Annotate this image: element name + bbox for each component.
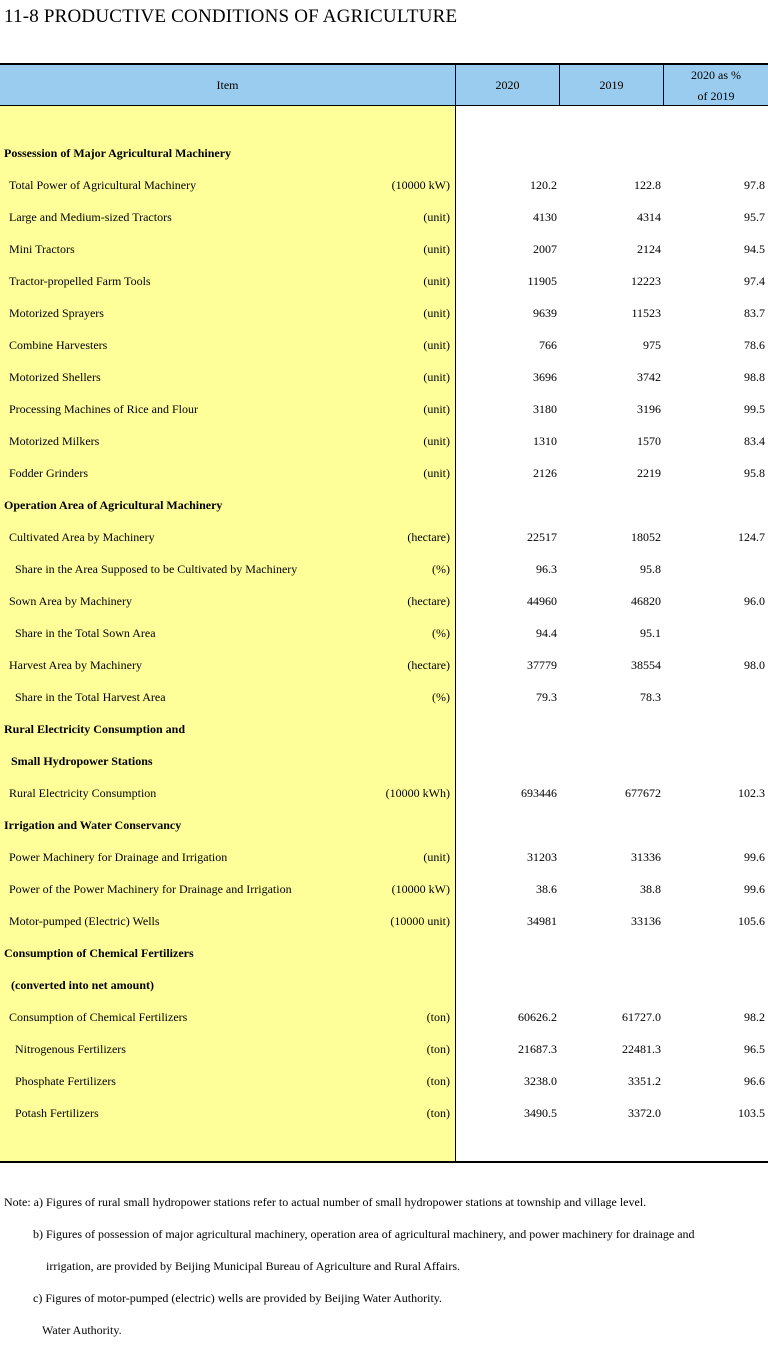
note-b-continued: irrigation, are provided by Beijing Municipal Bureau of Agriculture and Rural Affairs. — [46, 1259, 461, 1273]
row-value-2020: 693446 — [521, 786, 557, 800]
row-value-percent: 99.6 — [744, 850, 765, 864]
table-row — [0, 201, 768, 233]
row-label: Nitrogenous Fertilizers — [15, 1042, 126, 1056]
row-label: Irrigation and Water Conservancy — [4, 818, 182, 832]
table-row — [0, 649, 768, 681]
row-unit: (%) — [432, 562, 450, 576]
row-unit: (%) — [432, 690, 450, 704]
row-value-2019: 2219 — [637, 466, 661, 480]
row-value-percent: 102.3 — [738, 786, 765, 800]
row-value-percent: 98.8 — [744, 370, 765, 384]
table-row — [0, 1097, 768, 1129]
row-value-2019: 3196 — [637, 402, 661, 416]
row-value-percent: 96.0 — [744, 594, 765, 608]
row-value-percent: 78.6 — [744, 338, 765, 352]
row-value-2019: 38554 — [631, 658, 661, 672]
row-label: Motorized Milkers — [9, 434, 100, 448]
row-value-2019: 46820 — [631, 594, 661, 608]
row-unit: (10000 kW) — [391, 882, 450, 896]
row-label: Rural Electricity Consumption and — [4, 722, 186, 736]
row-value-2019: 95.8 — [640, 562, 661, 576]
row-label: Sown Area by Machinery — [9, 594, 132, 608]
row-label: (converted into net amount) — [11, 978, 154, 992]
table-row — [0, 585, 768, 617]
row-value-2019: 38.8 — [640, 882, 661, 896]
note-c-continued: Water Authority. — [42, 1323, 122, 1337]
row-value-2019: 11523 — [631, 306, 661, 320]
table-row — [0, 137, 768, 169]
row-unit: (unit) — [423, 338, 450, 352]
row-unit: (%) — [432, 626, 450, 640]
row-value-percent: 103.5 — [738, 1106, 765, 1120]
header-percent-line2: of 2019 — [697, 88, 735, 103]
row-label: Operation Area of Agricultural Machinery — [4, 498, 223, 512]
row-value-2019: 2124 — [637, 242, 661, 256]
row-label: Motor-pumped (Electric) Wells — [9, 914, 160, 928]
row-unit: (hectare) — [407, 658, 450, 672]
row-value-2020: 11905 — [527, 274, 557, 288]
row-value-2020: 79.3 — [536, 690, 557, 704]
row-value-2020: 120.2 — [530, 178, 557, 192]
row-value-2020: 3180 — [533, 402, 557, 416]
row-unit: (ton) — [426, 1074, 450, 1088]
row-value-2019: 33136 — [631, 914, 661, 928]
row-label: Share in the Total Harvest Area — [15, 690, 166, 704]
row-unit: (10000 kW) — [391, 178, 450, 192]
table-rows — [0, 137, 768, 1129]
row-label: Total Power of Agricultural Machinery — [9, 178, 197, 192]
table-row — [0, 681, 768, 713]
table-row — [0, 1033, 768, 1065]
row-label: Combine Harvesters — [9, 338, 108, 352]
table-row — [0, 617, 768, 649]
row-value-2019: 78.3 — [640, 690, 661, 704]
row-value-2020: 2007 — [533, 242, 557, 256]
row-unit: (unit) — [423, 210, 450, 224]
row-label: Cultivated Area by Machinery — [9, 530, 155, 544]
table-row — [0, 841, 768, 873]
row-value-2019: 95.1 — [640, 626, 661, 640]
row-value-2019: 31336 — [631, 850, 661, 864]
note-a: Note: a) Figures of rural small hydropower stations refer to actual number of small hydropower stations at township and village level. — [4, 1195, 647, 1209]
header-percent-line1: 2020 as % — [691, 67, 741, 82]
row-value-2020: 3238.0 — [524, 1074, 557, 1088]
table-header — [0, 63, 768, 106]
row-unit: (ton) — [426, 1042, 450, 1056]
table-row — [0, 905, 768, 937]
row-value-2020: 37779 — [527, 658, 557, 672]
row-unit: (unit) — [423, 850, 450, 864]
row-value-2020: 3696 — [533, 370, 557, 384]
table-row — [0, 777, 768, 809]
row-label: Potash Fertilizers — [15, 1106, 99, 1120]
row-label: Consumption of Chemical Fertilizers — [9, 1010, 188, 1024]
table-bottom-rule — [0, 1161, 768, 1163]
row-value-2020: 21687.3 — [518, 1042, 557, 1056]
row-value-2019: 975 — [643, 338, 661, 352]
row-value-percent: 105.6 — [738, 914, 765, 928]
row-unit: (ton) — [426, 1010, 450, 1024]
row-value-percent: 124.7 — [738, 530, 765, 544]
row-unit: (unit) — [423, 274, 450, 288]
table-row — [0, 265, 768, 297]
row-value-2019: 61727.0 — [622, 1010, 661, 1024]
table-row — [0, 1001, 768, 1033]
row-label: Share in the Total Sown Area — [15, 626, 156, 640]
row-label: Processing Machines of Rice and Flour — [9, 402, 198, 416]
row-value-2019: 4314 — [637, 210, 661, 224]
table-row — [0, 489, 768, 521]
row-value-2020: 34981 — [527, 914, 557, 928]
table-row — [0, 521, 768, 553]
row-unit: (unit) — [423, 306, 450, 320]
row-value-2020: 60626.2 — [518, 1010, 557, 1024]
row-unit: (10000 kWh) — [385, 786, 450, 800]
row-unit: (unit) — [423, 370, 450, 384]
row-value-percent: 95.7 — [744, 210, 765, 224]
table-row — [0, 329, 768, 361]
row-value-2019: 3351.2 — [628, 1074, 661, 1088]
row-value-2020: 1310 — [533, 434, 557, 448]
row-value-2020: 44960 — [527, 594, 557, 608]
row-value-2019: 3742 — [637, 370, 661, 384]
table-row — [0, 425, 768, 457]
row-label: Phosphate Fertilizers — [15, 1074, 116, 1088]
row-value-percent: 99.6 — [744, 882, 765, 896]
row-value-2020: 94.4 — [536, 626, 557, 640]
row-value-2020: 96.3 — [536, 562, 557, 576]
row-value-percent: 97.8 — [744, 178, 765, 192]
row-value-2020: 4130 — [533, 210, 557, 224]
table-row — [0, 713, 768, 745]
row-value-percent: 96.6 — [744, 1074, 765, 1088]
row-label: Small Hydropower Stations — [11, 754, 153, 768]
header-2019: 2019 — [560, 65, 664, 106]
row-unit: (unit) — [423, 402, 450, 416]
header-item: Item — [0, 65, 456, 106]
row-value-2019: 3372.0 — [628, 1106, 661, 1120]
row-value-2019: 677672 — [625, 786, 661, 800]
row-value-percent: 98.0 — [744, 658, 765, 672]
table-row — [0, 361, 768, 393]
row-value-2020: 766 — [539, 338, 557, 352]
row-label: Consumption of Chemical Fertilizers — [4, 946, 194, 960]
table-row — [0, 457, 768, 489]
row-label: Large and Medium-sized Tractors — [9, 210, 172, 224]
table-row — [0, 969, 768, 1001]
note-c: c) Figures of motor-pumped (electric) wells are provided by Beijing Water Authority. — [33, 1291, 443, 1305]
row-value-percent: 97.4 — [744, 274, 765, 288]
table-row — [0, 1065, 768, 1097]
row-label: Motorized Sprayers — [9, 306, 104, 320]
table-row — [0, 553, 768, 585]
table-body — [0, 106, 768, 1161]
row-value-percent: 94.5 — [744, 242, 765, 256]
row-label: Harvest Area by Machinery — [9, 658, 142, 672]
row-label: Power of the Power Machinery for Drainage and Irrigation — [9, 882, 292, 896]
row-label: Tractor-propelled Farm Tools — [9, 274, 151, 288]
table-row — [0, 809, 768, 841]
row-unit: (10000 unit) — [390, 914, 450, 928]
table-row — [0, 393, 768, 425]
row-unit: (hectare) — [407, 594, 450, 608]
table-row — [0, 297, 768, 329]
table-row — [0, 873, 768, 905]
row-value-2020: 2126 — [533, 466, 557, 480]
row-value-2019: 1570 — [637, 434, 661, 448]
row-label: Fodder Grinders — [9, 466, 88, 480]
header-percent — [664, 65, 768, 106]
row-label: Mini Tractors — [9, 242, 75, 256]
row-value-percent: 96.5 — [744, 1042, 765, 1056]
row-unit: (hectare) — [407, 530, 450, 544]
row-value-percent: 95.8 — [744, 466, 765, 480]
row-value-2020: 38.6 — [536, 882, 557, 896]
row-value-2019: 18052 — [631, 530, 661, 544]
row-value-2019: 22481.3 — [622, 1042, 661, 1056]
table-row — [0, 233, 768, 265]
row-label: Power Machinery for Drainage and Irrigation — [9, 850, 228, 864]
row-value-2020: 31203 — [527, 850, 557, 864]
table-row — [0, 937, 768, 969]
note-b: b) Figures of possession of major agricultural machinery, operation area of agricultural machinery, and power machinery for drainage and — [33, 1227, 695, 1241]
row-unit: (unit) — [423, 466, 450, 480]
row-value-2020: 22517 — [527, 530, 557, 544]
row-value-percent: 83.7 — [744, 306, 765, 320]
row-label: Possession of Major Agricultural Machinery — [4, 146, 232, 160]
row-unit: (unit) — [423, 434, 450, 448]
table-row — [0, 745, 768, 777]
row-value-percent: 98.2 — [744, 1010, 765, 1024]
page-title: 11-8 PRODUCTIVE CONDITIONS OF AGRICULTURE — [4, 6, 458, 27]
row-label: Share in the Area Supposed to be Cultivated by Machinery — [15, 562, 298, 576]
row-unit: (unit) — [423, 242, 450, 256]
row-value-2020: 9639 — [533, 306, 557, 320]
row-label: Rural Electricity Consumption — [9, 786, 157, 800]
table-row — [0, 169, 768, 201]
row-value-percent: 99.5 — [744, 402, 765, 416]
row-label: Motorized Shellers — [9, 370, 101, 384]
row-value-percent: 83.4 — [744, 434, 765, 448]
row-value-2019: 122.8 — [634, 178, 661, 192]
row-value-2020: 3490.5 — [524, 1106, 557, 1120]
row-value-2019: 12223 — [631, 274, 661, 288]
header-2020: 2020 — [456, 65, 560, 106]
row-unit: (ton) — [426, 1106, 450, 1120]
